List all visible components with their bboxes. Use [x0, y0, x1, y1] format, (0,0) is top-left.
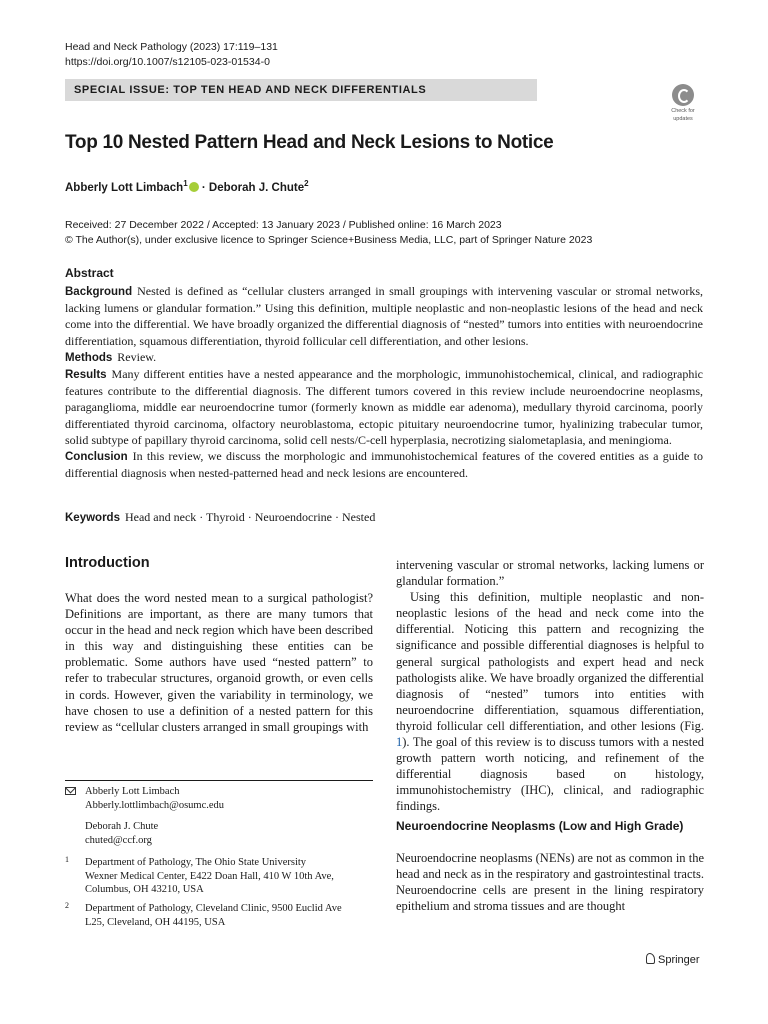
- abstract-text: Nested is defined as “cellular clusters arranged in small groupings with intervening vascular or stromal networks, lacking lumens or glandular formation.” Using this definition, multiple neoplastic and non-neoplastic lesions of the head and neck come into the differential. We have broadly organized the differential diagnosis of “nested” tumors into entities with neuroendocrine differentiation, squamous differentiation, thyroid follicular cell differentiation, and other lesions.: [65, 284, 703, 348]
- dates-line: Received: 27 December 2022 / Accepted: 13 January 2023 / Published online: 16 March 2023: [65, 219, 502, 231]
- figure-reference-link[interactable]: 1: [396, 735, 403, 750]
- affiliation-line: Department of Pathology, Cleveland Clinic, 9500 Euclid Ave: [85, 903, 342, 914]
- abstract-body: [65, 283, 703, 481]
- author-name[interactable]: Abberly Lott Limbach: [65, 181, 184, 194]
- introduction-heading: Introduction: [65, 555, 150, 571]
- affiliation-1: [85, 856, 334, 897]
- springer-logo-icon: [646, 953, 655, 964]
- affiliation-2: [85, 902, 342, 929]
- check-for-updates-badge[interactable]: [664, 84, 702, 124]
- intro-paragraph: What does the word nested mean to a surgical pathologist? Definitions are important, as there are many tumors that occur in the head and neck region which have been described in this way and distinguishing these entities can be problematic. Some authors have used “nested pattern” to refer to trabecular structures, organoid growth, or even cells in cords. However, given the variability in terminology, we have chosen to use a definition of a nested pattern for this review as “cellular clusters arranged in small groupings with: [65, 591, 373, 734]
- corr-author-name: Abberly Lott Limbach: [85, 786, 180, 797]
- author-affiliation-sup: 2: [304, 179, 309, 188]
- section-heading: Neuroendocrine Neoplasms (Low and High Grade): [396, 819, 684, 833]
- intro-continuation: intervening vascular or stromal networks, lacking lumens or glandular formation.”: [396, 558, 704, 589]
- affiliation-number: 2: [65, 901, 69, 910]
- author-name[interactable]: Deborah J. Chute: [208, 181, 305, 194]
- corresponding-authors: [85, 785, 224, 847]
- abstract-background: [65, 283, 703, 349]
- abstract-label: Methods: [65, 351, 113, 364]
- footnote-divider: [65, 780, 373, 781]
- paragraph-text: ). The goal of this review is to discuss tumors with a nested growth pattern worth noticing, and refinement of the differential diagnosis based on histology, immunohistochemistry (IHC), clinical, and radiographic findings.: [396, 735, 704, 814]
- abstract-conclusion: [65, 448, 703, 481]
- affiliation-line: Columbus, OH 43210, USA: [85, 884, 204, 895]
- special-issue-banner: SPECIAL ISSUE: TOP TEN HEAD AND NECK DIFFERENTIALS: [65, 79, 537, 101]
- abstract-label: Background: [65, 286, 133, 298]
- author-affiliation-sup: 1: [183, 179, 188, 188]
- affiliation-line: Department of Pathology, The Ohio State University: [85, 857, 307, 868]
- badge-text-line2: updates: [673, 116, 693, 122]
- orcid-icon[interactable]: [189, 182, 199, 192]
- affiliation-line: L25, Cleveland, OH 44195, USA: [85, 916, 226, 928]
- affiliation-number: 1: [65, 855, 69, 864]
- envelope-icon: [65, 787, 76, 795]
- doi-link[interactable]: https://doi.org/10.1007/s12105-023-01534-0: [65, 56, 270, 68]
- keywords-text: Head and neck · Thyroid · Neuroendocrine · Nested: [124, 510, 376, 524]
- author-separator: ·: [198, 181, 209, 194]
- left-column: [65, 590, 373, 735]
- publisher-footer: [646, 953, 700, 966]
- intro-paragraph-2: [396, 589, 704, 814]
- section-body: [396, 850, 704, 914]
- affiliation-line: Wexner Medical Center, E422 Doan Hall, 410 W 10th Ave,: [85, 870, 334, 882]
- corr-author-email[interactable]: Abberly.lottlimbach@osumc.edu: [85, 799, 225, 811]
- badge-text-line1: Check for: [671, 108, 695, 114]
- journal-header: [65, 40, 278, 70]
- corr-author-email[interactable]: chuted@ccf.org: [85, 834, 152, 846]
- publisher-name: Springer: [658, 954, 700, 966]
- article-title: Top 10 Nested Pattern Head and Neck Lesions to Notice: [65, 132, 554, 153]
- abstract-label: Results: [65, 369, 107, 382]
- abstract-label: Conclusion: [65, 451, 128, 464]
- abstract-heading: Abstract: [65, 266, 114, 280]
- paragraph-text: Using this definition, multiple neoplastic and non-neoplastic lesions of the head and neck come into the differential. Noticing this pattern and recognizing the significance and possible differential diagnoses is helpful to general surgical pathologists and expert head and neck pathologists alike. We have broadly organized the differential diagnosis of “nested” tumors into entities with neuroendocrine differentiation, squamous differentiation, thyroid follicular cell differentiation, and other lesions (Fig.: [396, 590, 704, 733]
- keywords-line: [65, 510, 375, 525]
- section-paragraph: Neuroendocrine neoplasms (NENs) are not as common in the head and neck as in the respiratory and gastrointestinal tracts. Neuroendocrine cells are present in the lining respiratory epithelium and stroma tissues and are thought: [396, 851, 704, 914]
- abstract-methods: [65, 349, 703, 366]
- right-column: [396, 557, 704, 815]
- abstract-results: [65, 366, 703, 448]
- keywords-label: Keywords: [65, 512, 120, 524]
- journal-citation: Head and Neck Pathology (2023) 17:119–131: [65, 41, 278, 53]
- check-updates-icon: [672, 84, 694, 106]
- abstract-text: In this review, we discuss the morphologic and immunohistochemical features of the covered entities as a guide to differential diagnosis when nested-patterned head and neck lesions are encountered.: [65, 449, 703, 481]
- publication-dates: [65, 218, 592, 248]
- abstract-text: Many different entities have a nested appearance and the morphologic, immunohistochemical, clinical, and radiographic features contribute to the differential diagnosis. The different tumors covered in this review include neuroendocrine neoplasms, paraganglioma, middle ear neuroendocrine tumor (formerly known as middle ear adenoma), medullary thyroid carcinoma, poorly differentiated thyroid carcinoma, olfactory neuroblastoma, ectopic pituitary neuroendocrine tumor, hyalinizing trabecular tumor, solid subtype of papillary thyroid carcinoma, solid cell nests/C-cell hyperplasia, necrotizing sialometaplasia, and meningioma.: [65, 367, 703, 447]
- author-list: [65, 179, 309, 194]
- abstract-text: Review.: [117, 349, 157, 364]
- corr-author-name: Deborah J. Chute: [85, 821, 159, 832]
- copyright-line: © The Author(s), under exclusive licence to Springer Science+Business Media, LLC, part of Springer Nature 2023: [65, 234, 593, 246]
